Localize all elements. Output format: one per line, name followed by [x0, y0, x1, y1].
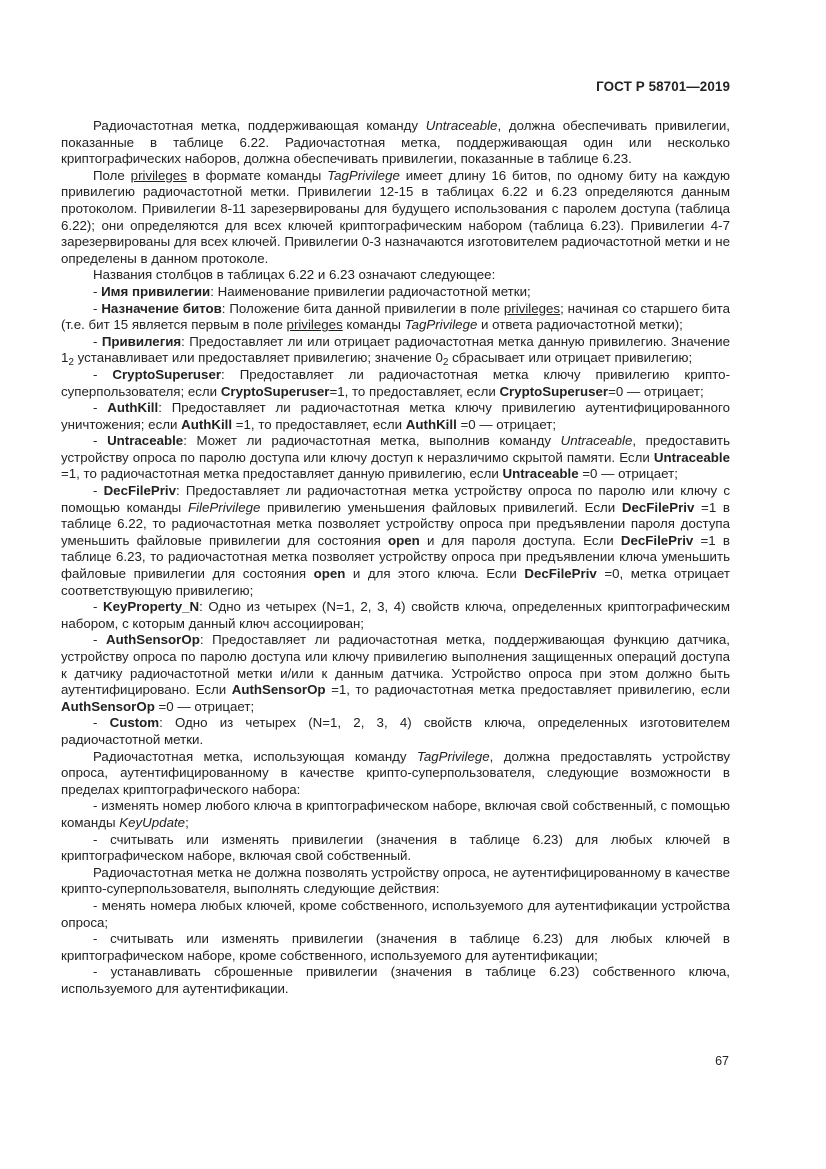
command-name: Untraceable	[560, 433, 633, 449]
subscript: 2	[442, 357, 449, 369]
text: -	[93, 333, 102, 349]
term: DecFilePriv	[621, 499, 695, 515]
text: - считывать или изменять привилегии (значения в таблице 6.23) для любых ключей в криптографическом наборе, кроме собственного, используемого для аутентификации;	[61, 931, 730, 963]
page-number: 67	[715, 1054, 729, 1068]
term: CryptoSuperuser	[220, 383, 330, 399]
text: - считывать или изменять привилегии (значения в таблице 6.23) для любых ключей в криптографическом наборе, включая свой собственный.	[61, 831, 730, 864]
text: -	[93, 715, 110, 731]
text: =0, метка отрицает соответствующую привилегию;	[61, 566, 730, 598]
list-item-authkill	[61, 400, 730, 433]
paragraph-non-superuser-restrictions	[61, 865, 730, 898]
term: AuthSensorOp	[106, 632, 200, 648]
field-name: privileges	[286, 317, 343, 333]
paragraph-privileges-field	[61, 168, 730, 268]
text: =0 — отрицает;	[154, 698, 255, 714]
list-item-cryptosuperuser	[61, 367, 730, 400]
term: AuthKill	[405, 416, 457, 432]
text: =1, то предоставляет, если	[329, 383, 500, 399]
text: =1 в таблице 6.22, то радиочастотная метка позволяет устройству опроса при предъявлении пароля доступа уменьшить файловые привилегии для состояния	[61, 499, 730, 548]
text: : Предоставляет ли или отрицает радиочастотная метка данную привилегию. Значение 1	[61, 333, 731, 366]
text: =0 — отрицает;	[578, 466, 678, 482]
list-item-authsensorop	[61, 632, 730, 715]
term: open	[313, 566, 346, 582]
term: DecFilePriv	[524, 566, 597, 582]
text: , предоставить устройству опроса по паролю доступа или ключу доступ к неразличимо скрытой памяти. Если	[61, 433, 731, 465]
text: Поле	[93, 167, 131, 183]
command-name: TagPrivilege	[404, 317, 478, 333]
term: AuthSensorOp	[231, 682, 326, 698]
command-name: Untraceable	[425, 118, 498, 133]
text: ; начиная со старшего бита (т.е. бит 15 является первым в поле	[61, 300, 730, 333]
text: =1, то предоставляет, если	[232, 416, 406, 432]
list-item-keyproperty	[61, 599, 730, 632]
term: Untraceable	[107, 433, 184, 449]
command-name: KeyUpdate	[119, 814, 186, 830]
list-item-custom	[61, 715, 730, 748]
term: Custom	[109, 715, 160, 731]
document-body	[61, 118, 730, 997]
term: Untraceable	[502, 466, 579, 482]
text: - устанавливать сброшенные привилегии (значения в таблице 6.23) собственного ключа, используемого для аутентификации.	[61, 964, 730, 996]
text: : Предоставляет ли радиочастотная метка ключу привилегию аутентифицированного уничтожения; если	[61, 400, 730, 432]
text: и ответа радиочастотной метки);	[477, 317, 683, 333]
list-item-restrict-reset-privileges	[61, 964, 730, 997]
text: Радиочастотная метка не должна позволять устройству опроса, не аутентифицированному в качестве крипто-суперпользователя, выполнять следующие действия:	[61, 864, 730, 897]
text: в формате команды	[186, 167, 328, 183]
list-item-change-key-number	[61, 798, 730, 831]
term: AuthKill	[107, 400, 159, 416]
term: Привилегия	[101, 333, 182, 349]
text: привилегию уменьшения файловых привилегий. Если	[260, 499, 622, 515]
command-name: TagPrivilege	[327, 167, 400, 183]
term: Untraceable	[653, 449, 730, 465]
list-item-bit-assignment	[61, 301, 730, 334]
text: -	[93, 300, 102, 316]
term: AuthSensorOp	[61, 698, 155, 714]
list-item-decfilepriv	[61, 483, 730, 599]
text: : Одно из четырех (N=1, 2, 3, 4) свойств ключа, определенных изготовителем радиочастотной метки.	[61, 715, 730, 747]
list-item-untraceable	[61, 433, 730, 483]
term: AuthKill	[181, 416, 233, 432]
text: -	[93, 433, 108, 449]
text: команды	[342, 317, 405, 333]
term: CryptoSuperuser	[112, 366, 222, 382]
text: : Положение бита данной привилегии в поле	[221, 300, 504, 316]
text: : Может ли радиочастотная метка, выполнив команду	[183, 433, 561, 449]
text: , должна обеспечивать привилегии, показанные в таблице 6.22. Радиочастотная метка, поддерживающая один или несколько криптографических наборов, должна обеспечивать привилегии, показанные в таблице 6.23.	[61, 118, 730, 167]
paragraph-column-names	[61, 267, 730, 284]
term: KeyProperty_N	[103, 599, 200, 615]
text: и для пароля доступа. Если	[419, 532, 621, 548]
text: : Предоставляет ли радиочастотная метка, поддерживающая функцию датчика, устройству опроса по паролю доступа или ключу привилегию выполнения защищенных операций доступа к датчику радиочастотной метки и/или к данным датчика. Устройство опроса при этом должно быть аутентифицировано. Если	[61, 632, 731, 698]
text: - менять номера любых ключей, кроме собственного, используемого для аутентификации устройства опроса;	[61, 897, 730, 930]
paragraph-untraceable-intro	[61, 118, 730, 168]
text: =1 в таблице 6.23, то радиочастотная метка позволяет устройству опроса при предъявлении ключа уменьшить файловые привилегии для состояния	[61, 532, 730, 582]
term: CryptoSuperuser	[499, 383, 609, 399]
text: =0 — отрицает;	[608, 383, 704, 399]
list-item-privilege-name	[61, 284, 730, 301]
subscript: 2	[68, 357, 74, 369]
list-item-read-change-privileges	[61, 832, 730, 865]
text: -	[93, 599, 104, 615]
command-name: TagPrivilege	[416, 748, 490, 764]
text: =1, то радиочастотная метка предоставляет данную привилегию, если	[61, 466, 503, 482]
term: open	[388, 532, 420, 548]
term: Имя привилегии	[101, 283, 211, 299]
text: Радиочастотная метка, использующая команду	[93, 748, 417, 764]
text: ;	[185, 814, 189, 830]
list-item-restrict-key-numbers	[61, 898, 730, 931]
text: имеет длину 16 битов, по одному биту на каждую привилегию радиочастотной метки. Привилегии 12-15 в таблицах 6.22 и 6.23 определяются данным протоколом. Привилегии 8-11 зарезервированы для будущего использования с паролем доступа (таблица 6.22); они определяются для всех ключей криптографическим набором (таблица 6.23). Привилегии 4-7 зарезервированы для всех ключей. Привилегии 0-3 назначаются изготовителем радиочастотной метки и не определены в данном протоколе.	[61, 167, 730, 266]
text: =0 — отрицает;	[456, 416, 557, 432]
text: Названия столбцов в таблицах 6.22 и 6.23 означают следующее:	[93, 267, 496, 283]
text: устанавливает или предоставляет привилегию; значение 0	[73, 350, 443, 366]
text: -	[93, 283, 102, 299]
text: : Наименование привилегии радиочастотной метки;	[210, 283, 531, 299]
term: Назначение битов	[101, 300, 222, 316]
text: Радиочастотная метка, поддерживающая команду	[93, 118, 426, 133]
field-name: privileges	[503, 300, 561, 316]
text: -	[93, 632, 106, 648]
list-item-privilege	[61, 334, 730, 367]
text: - изменять номер любого ключа в криптографическом наборе, включая свой собственный, с помощью команды	[61, 798, 730, 830]
field-name: privileges	[130, 167, 187, 183]
text: : Одно из четырех (N=1, 2, 3, 4) свойств ключа, определенных криптографическим набором, с которым данный ключ ассоциирован;	[61, 599, 730, 631]
term: DecFilePriv	[620, 532, 694, 548]
standard-code-header: ГОСТ Р 58701—2019	[596, 79, 730, 94]
paragraph-superuser-capabilities	[61, 749, 730, 799]
text: , должна предоставлять устройству опроса, аутентифицированному в качестве крипто-суперпользователя, следующие возможности в пределах криптографического набора:	[61, 748, 730, 797]
list-item-restrict-privileges	[61, 931, 730, 964]
text: сбрасывает или отрицает привилегию;	[448, 350, 693, 366]
text: -	[93, 366, 113, 382]
text: : Предоставляет ли радиочастотная метка ключу привилегию крипто-суперпользователя; если	[61, 366, 730, 399]
text: и для этого ключа. Если	[345, 566, 525, 582]
text: -	[93, 483, 104, 499]
text: -	[93, 400, 108, 416]
text: =1, то радиочастотная метка предоставляет привилегию, если	[325, 682, 730, 698]
term: DecFilePriv	[103, 483, 177, 499]
text: : Предоставляет ли радиочастотная метка устройству опроса по паролю или ключу с помощью команды	[61, 483, 730, 515]
command-name: FilePrivilege	[187, 499, 261, 515]
